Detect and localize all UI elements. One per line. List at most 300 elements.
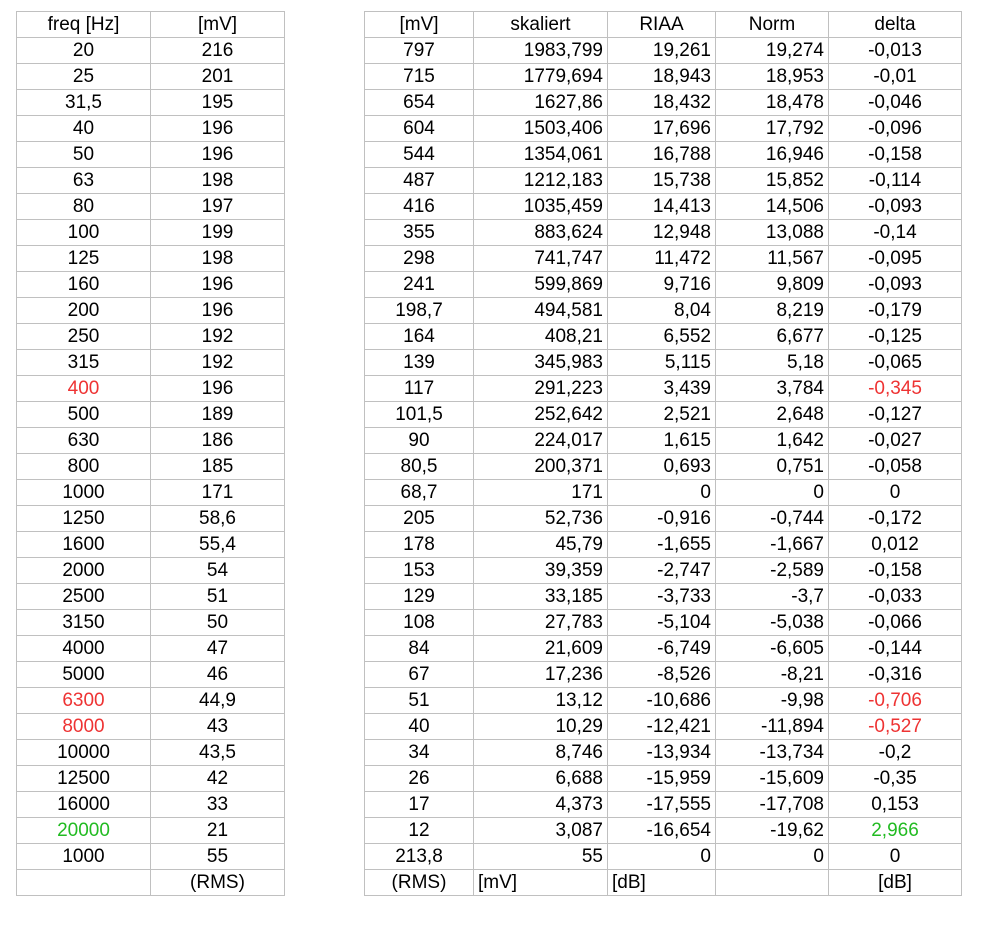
norm-cell[interactable]: 13,088 <box>716 220 829 246</box>
mv-cell[interactable]: 17 <box>365 792 474 818</box>
mv-cell[interactable]: 654 <box>365 90 474 116</box>
table-row <box>365 532 962 558</box>
mv-cell[interactable]: 68,7 <box>365 480 474 506</box>
voltage-cell[interactable]: 196 <box>151 142 285 168</box>
table-row <box>365 298 962 324</box>
delta-cell[interactable]: -0,066 <box>829 610 962 636</box>
scaled-cell[interactable]: 291,223 <box>474 376 608 402</box>
table-row <box>17 90 285 116</box>
table-row <box>17 792 285 818</box>
riaa-cell[interactable]: -17,555 <box>608 792 716 818</box>
riaa-cell[interactable]: 18,943 <box>608 64 716 90</box>
mv-cell[interactable]: 108 <box>365 610 474 636</box>
scaled-cell[interactable]: 10,29 <box>474 714 608 740</box>
riaa-cell[interactable]: [dB] <box>608 870 716 896</box>
riaa-cell[interactable]: -5,104 <box>608 610 716 636</box>
delta-cell[interactable]: 0 <box>829 480 962 506</box>
table-row <box>17 558 285 584</box>
mv-cell[interactable]: 26 <box>365 766 474 792</box>
norm-cell[interactable]: 0 <box>716 844 829 870</box>
norm-cell[interactable]: 18,478 <box>716 90 829 116</box>
delta-cell[interactable]: -0,01 <box>829 64 962 90</box>
delta-cell[interactable]: -0,158 <box>829 558 962 584</box>
table-row <box>17 584 285 610</box>
table-row <box>17 194 285 220</box>
frequency-cell[interactable]: 6300 <box>17 688 151 714</box>
table-row <box>17 38 285 64</box>
table-row <box>365 272 962 298</box>
column-header[interactable]: [mV] <box>151 12 285 38</box>
norm-cell[interactable]: -13,734 <box>716 740 829 766</box>
mv-cell[interactable]: 164 <box>365 324 474 350</box>
voltage-cell[interactable]: 42 <box>151 766 285 792</box>
riaa-cell[interactable]: 2,521 <box>608 402 716 428</box>
mv-cell[interactable]: 51 <box>365 688 474 714</box>
norm-cell[interactable]: -3,7 <box>716 584 829 610</box>
riaa-cell[interactable]: -6,749 <box>608 636 716 662</box>
table-row <box>365 38 962 64</box>
table-row <box>17 844 285 870</box>
voltage-cell[interactable]: 50 <box>151 610 285 636</box>
frequency-cell[interactable]: 630 <box>17 428 151 454</box>
riaa-cell[interactable]: 1,615 <box>608 428 716 454</box>
mv-cell[interactable]: 715 <box>365 64 474 90</box>
table-row <box>17 428 285 454</box>
scaled-cell[interactable]: 13,12 <box>474 688 608 714</box>
table-row <box>365 142 962 168</box>
table-row <box>365 376 962 402</box>
voltage-cell[interactable]: 195 <box>151 90 285 116</box>
table-row <box>365 428 962 454</box>
table-row <box>365 168 962 194</box>
norm-cell[interactable]: -2,589 <box>716 558 829 584</box>
table-row <box>365 324 962 350</box>
table-row <box>365 116 962 142</box>
delta-cell[interactable]: -0,127 <box>829 402 962 428</box>
voltage-cell[interactable]: 185 <box>151 454 285 480</box>
table-row <box>365 220 962 246</box>
mv-cell[interactable]: 139 <box>365 350 474 376</box>
delta-cell[interactable]: -0,093 <box>829 272 962 298</box>
riaa-cell[interactable]: 6,552 <box>608 324 716 350</box>
scaled-cell[interactable]: 55 <box>474 844 608 870</box>
norm-cell[interactable]: -17,708 <box>716 792 829 818</box>
mv-cell[interactable]: 205 <box>365 506 474 532</box>
scaled-cell[interactable]: 171 <box>474 480 608 506</box>
frequency-cell[interactable]: 4000 <box>17 636 151 662</box>
voltage-cell[interactable]: 196 <box>151 376 285 402</box>
delta-cell[interactable]: -0,058 <box>829 454 962 480</box>
riaa-cell[interactable]: 14,413 <box>608 194 716 220</box>
voltage-cell[interactable]: 197 <box>151 194 285 220</box>
riaa-cell[interactable]: 0 <box>608 480 716 506</box>
table-row <box>365 584 962 610</box>
column-header[interactable]: RIAA <box>608 12 716 38</box>
norm-cell[interactable]: 0,751 <box>716 454 829 480</box>
voltage-cell[interactable]: 198 <box>151 246 285 272</box>
table-row <box>17 610 285 636</box>
voltage-cell[interactable]: 55,4 <box>151 532 285 558</box>
table-row <box>17 272 285 298</box>
frequency-cell[interactable]: 1000 <box>17 480 151 506</box>
voltage-cell[interactable]: 201 <box>151 64 285 90</box>
table-row <box>365 610 962 636</box>
frequency-cell[interactable]: 100 <box>17 220 151 246</box>
voltage-cell[interactable]: 43,5 <box>151 740 285 766</box>
delta-cell[interactable]: -0,14 <box>829 220 962 246</box>
riaa-cell[interactable]: 9,716 <box>608 272 716 298</box>
delta-cell[interactable]: [dB] <box>829 870 962 896</box>
norm-cell[interactable]: 0 <box>716 480 829 506</box>
delta-cell[interactable]: -0,158 <box>829 142 962 168</box>
frequency-cell[interactable]: 50 <box>17 142 151 168</box>
riaa-cell[interactable]: -1,655 <box>608 532 716 558</box>
scaled-cell[interactable]: 52,736 <box>474 506 608 532</box>
frequency-cell[interactable]: 80 <box>17 194 151 220</box>
riaa-cell[interactable]: -16,654 <box>608 818 716 844</box>
delta-cell[interactable]: -0,093 <box>829 194 962 220</box>
table-row <box>17 714 285 740</box>
table-row <box>365 688 962 714</box>
scaled-cell[interactable]: 408,21 <box>474 324 608 350</box>
delta-cell[interactable]: 0,153 <box>829 792 962 818</box>
scaled-cell[interactable]: 883,624 <box>474 220 608 246</box>
mv-cell[interactable]: 80,5 <box>365 454 474 480</box>
table-row <box>17 168 285 194</box>
voltage-cell[interactable]: 199 <box>151 220 285 246</box>
table-row <box>17 688 285 714</box>
riaa-cell[interactable]: -2,747 <box>608 558 716 584</box>
frequency-cell[interactable]: 20 <box>17 38 151 64</box>
norm-cell[interactable]: 14,506 <box>716 194 829 220</box>
voltage-cell[interactable]: 33 <box>151 792 285 818</box>
norm-cell[interactable]: -0,744 <box>716 506 829 532</box>
delta-cell[interactable]: 0 <box>829 844 962 870</box>
scaled-cell[interactable]: 6,688 <box>474 766 608 792</box>
table-row <box>17 142 285 168</box>
table-row <box>17 740 285 766</box>
frequency-cell[interactable]: 800 <box>17 454 151 480</box>
mv-cell[interactable]: 604 <box>365 116 474 142</box>
header-row <box>17 12 285 38</box>
delta-cell[interactable]: -0,706 <box>829 688 962 714</box>
frequency-cell[interactable]: 500 <box>17 402 151 428</box>
scaled-cell[interactable]: 33,185 <box>474 584 608 610</box>
scaled-cell[interactable]: 1212,183 <box>474 168 608 194</box>
norm-cell[interactable]: 1,642 <box>716 428 829 454</box>
table-row <box>17 636 285 662</box>
mv-cell[interactable]: 117 <box>365 376 474 402</box>
riaa-cell[interactable]: 12,948 <box>608 220 716 246</box>
frequency-cell[interactable]: 2000 <box>17 558 151 584</box>
table-row <box>365 844 962 870</box>
norm-cell[interactable]: -5,038 <box>716 610 829 636</box>
table-row <box>365 558 962 584</box>
norm-cell[interactable]: 8,219 <box>716 298 829 324</box>
mv-cell[interactable]: 153 <box>365 558 474 584</box>
frequency-cell[interactable]: 125 <box>17 246 151 272</box>
frequency-cell[interactable]: 315 <box>17 350 151 376</box>
delta-cell[interactable]: -0,013 <box>829 38 962 64</box>
frequency-cell[interactable]: 8000 <box>17 714 151 740</box>
riaa-cell[interactable]: 0 <box>608 844 716 870</box>
delta-cell[interactable]: -0,046 <box>829 90 962 116</box>
scaled-cell[interactable]: 1983,799 <box>474 38 608 64</box>
table-row <box>17 324 285 350</box>
frequency-cell[interactable]: 16000 <box>17 792 151 818</box>
riaa-cell[interactable]: -3,733 <box>608 584 716 610</box>
scaled-cell[interactable]: 17,236 <box>474 662 608 688</box>
table-row <box>365 766 962 792</box>
riaa-cell[interactable]: -13,934 <box>608 740 716 766</box>
mv-cell[interactable]: 416 <box>365 194 474 220</box>
delta-cell[interactable]: -0,065 <box>829 350 962 376</box>
riaa-cell[interactable]: -12,421 <box>608 714 716 740</box>
riaa-cell[interactable]: -8,526 <box>608 662 716 688</box>
voltage-cell[interactable]: 216 <box>151 38 285 64</box>
delta-cell[interactable]: -0,114 <box>829 168 962 194</box>
scaled-cell[interactable]: 27,783 <box>474 610 608 636</box>
mv-cell[interactable]: 12 <box>365 818 474 844</box>
table-row <box>17 766 285 792</box>
table-row <box>17 532 285 558</box>
voltage-cell[interactable]: 186 <box>151 428 285 454</box>
norm-cell[interactable]: 9,809 <box>716 272 829 298</box>
table-row <box>365 350 962 376</box>
scaled-cell[interactable]: 200,371 <box>474 454 608 480</box>
riaa-cell[interactable]: 18,432 <box>608 90 716 116</box>
delta-cell[interactable]: -0,179 <box>829 298 962 324</box>
table-row <box>365 480 962 506</box>
mv-cell[interactable]: 90 <box>365 428 474 454</box>
norm-cell[interactable]: -11,894 <box>716 714 829 740</box>
table-row <box>17 350 285 376</box>
frequency-cell[interactable] <box>17 870 151 896</box>
delta-cell[interactable]: -0,033 <box>829 584 962 610</box>
frequency-measurement-table <box>16 11 285 896</box>
mv-cell[interactable]: 797 <box>365 38 474 64</box>
delta-cell[interactable]: -0,125 <box>829 324 962 350</box>
norm-cell[interactable]: -6,605 <box>716 636 829 662</box>
mv-cell[interactable]: 101,5 <box>365 402 474 428</box>
voltage-cell[interactable]: 47 <box>151 636 285 662</box>
norm-cell[interactable]: 16,946 <box>716 142 829 168</box>
scaled-cell[interactable]: 4,373 <box>474 792 608 818</box>
frequency-cell[interactable]: 31,5 <box>17 90 151 116</box>
voltage-cell[interactable]: 44,9 <box>151 688 285 714</box>
scaled-cell[interactable]: 39,359 <box>474 558 608 584</box>
mv-cell[interactable]: 198,7 <box>365 298 474 324</box>
riaa-cell[interactable]: 11,472 <box>608 246 716 272</box>
scaled-cell[interactable]: 1627,86 <box>474 90 608 116</box>
voltage-cell[interactable]: 171 <box>151 480 285 506</box>
frequency-cell[interactable]: 2500 <box>17 584 151 610</box>
delta-cell[interactable]: -0,095 <box>829 246 962 272</box>
table-row <box>365 792 962 818</box>
scaled-cell[interactable]: 494,581 <box>474 298 608 324</box>
delta-cell[interactable]: -0,316 <box>829 662 962 688</box>
riaa-cell[interactable]: 8,04 <box>608 298 716 324</box>
voltage-cell[interactable]: 46 <box>151 662 285 688</box>
scaled-cell[interactable]: 345,983 <box>474 350 608 376</box>
table-row <box>17 116 285 142</box>
scaled-cell[interactable]: 252,642 <box>474 402 608 428</box>
delta-cell[interactable]: -0,027 <box>829 428 962 454</box>
delta-cell[interactable]: -0,144 <box>829 636 962 662</box>
scaled-cell[interactable]: 3,087 <box>474 818 608 844</box>
frequency-cell[interactable]: 5000 <box>17 662 151 688</box>
mv-cell[interactable]: 355 <box>365 220 474 246</box>
delta-cell[interactable]: -0,527 <box>829 714 962 740</box>
delta-cell[interactable]: -0,345 <box>829 376 962 402</box>
column-header[interactable]: freq [Hz] <box>17 12 151 38</box>
column-header[interactable]: Norm <box>716 12 829 38</box>
voltage-cell[interactable]: 196 <box>151 298 285 324</box>
norm-cell[interactable]: -19,62 <box>716 818 829 844</box>
frequency-cell[interactable]: 200 <box>17 298 151 324</box>
frequency-cell[interactable]: 3150 <box>17 610 151 636</box>
riaa-cell[interactable]: -15,959 <box>608 766 716 792</box>
frequency-cell[interactable]: 250 <box>17 324 151 350</box>
voltage-cell[interactable]: 51 <box>151 584 285 610</box>
table-row <box>17 246 285 272</box>
table-row <box>17 454 285 480</box>
mv-cell[interactable]: 129 <box>365 584 474 610</box>
norm-cell[interactable]: 19,274 <box>716 38 829 64</box>
voltage-cell[interactable]: 189 <box>151 402 285 428</box>
table-row <box>365 714 962 740</box>
riaa-cell[interactable]: -0,916 <box>608 506 716 532</box>
table-row <box>365 740 962 766</box>
riaa-cell[interactable]: 16,788 <box>608 142 716 168</box>
delta-cell[interactable]: 2,966 <box>829 818 962 844</box>
header-row <box>365 12 962 38</box>
scaled-cell[interactable]: 599,869 <box>474 272 608 298</box>
frequency-cell[interactable]: 10000 <box>17 740 151 766</box>
table-row <box>17 818 285 844</box>
riaa-cell[interactable]: 5,115 <box>608 350 716 376</box>
mv-cell[interactable]: 67 <box>365 662 474 688</box>
riaa-cell[interactable]: -10,686 <box>608 688 716 714</box>
voltage-cell[interactable]: 192 <box>151 350 285 376</box>
delta-cell[interactable]: -0,35 <box>829 766 962 792</box>
norm-cell[interactable]: 15,852 <box>716 168 829 194</box>
mv-cell[interactable]: 213,8 <box>365 844 474 870</box>
riaa-cell[interactable]: 19,261 <box>608 38 716 64</box>
table-row <box>365 246 962 272</box>
table-row <box>17 64 285 90</box>
mv-cell[interactable]: 544 <box>365 142 474 168</box>
voltage-cell[interactable]: 55 <box>151 844 285 870</box>
delta-cell[interactable]: -0,2 <box>829 740 962 766</box>
norm-cell[interactable]: 11,567 <box>716 246 829 272</box>
norm-cell[interactable]: -8,21 <box>716 662 829 688</box>
riaa-cell[interactable]: 0,693 <box>608 454 716 480</box>
table-row <box>17 870 285 896</box>
delta-cell[interactable]: -0,096 <box>829 116 962 142</box>
mv-cell[interactable]: 487 <box>365 168 474 194</box>
mv-cell[interactable]: 298 <box>365 246 474 272</box>
frequency-cell[interactable]: 63 <box>17 168 151 194</box>
scaled-cell[interactable]: 741,747 <box>474 246 608 272</box>
frequency-cell[interactable]: 20000 <box>17 818 151 844</box>
norm-cell[interactable]: 2,648 <box>716 402 829 428</box>
voltage-cell[interactable]: 196 <box>151 116 285 142</box>
table-row <box>365 90 962 116</box>
voltage-cell[interactable]: 21 <box>151 818 285 844</box>
norm-cell[interactable]: 6,677 <box>716 324 829 350</box>
table-row <box>17 220 285 246</box>
table-row <box>17 298 285 324</box>
voltage-cell[interactable]: 192 <box>151 324 285 350</box>
riaa-cell[interactable]: 15,738 <box>608 168 716 194</box>
table-row <box>365 506 962 532</box>
norm-cell[interactable]: 3,784 <box>716 376 829 402</box>
norm-cell[interactable]: -1,667 <box>716 532 829 558</box>
riaa-cell[interactable]: 3,439 <box>608 376 716 402</box>
scaled-cell[interactable]: 1779,694 <box>474 64 608 90</box>
norm-cell[interactable]: -9,98 <box>716 688 829 714</box>
scaled-cell[interactable]: 21,609 <box>474 636 608 662</box>
voltage-cell[interactable]: 198 <box>151 168 285 194</box>
norm-cell[interactable]: 18,953 <box>716 64 829 90</box>
frequency-cell[interactable]: 40 <box>17 116 151 142</box>
frequency-cell[interactable]: 1250 <box>17 506 151 532</box>
table-row <box>365 194 962 220</box>
voltage-cell[interactable]: 54 <box>151 558 285 584</box>
column-header[interactable]: [mV] <box>365 12 474 38</box>
mv-cell[interactable]: 40 <box>365 714 474 740</box>
frequency-cell[interactable]: 400 <box>17 376 151 402</box>
mv-cell[interactable]: 84 <box>365 636 474 662</box>
voltage-cell[interactable]: 43 <box>151 714 285 740</box>
mv-cell[interactable]: 178 <box>365 532 474 558</box>
frequency-cell[interactable]: 160 <box>17 272 151 298</box>
column-header[interactable]: skaliert <box>474 12 608 38</box>
delta-cell[interactable]: -0,172 <box>829 506 962 532</box>
riaa-cell[interactable]: 17,696 <box>608 116 716 142</box>
scaled-cell[interactable]: 8,746 <box>474 740 608 766</box>
frequency-cell[interactable]: 1600 <box>17 532 151 558</box>
voltage-cell[interactable]: (RMS) <box>151 870 285 896</box>
scaled-cell[interactable]: 1354,061 <box>474 142 608 168</box>
scaled-cell[interactable]: [mV] <box>474 870 608 896</box>
mv-cell[interactable]: 241 <box>365 272 474 298</box>
riaa-calculation-table <box>364 11 962 896</box>
norm-cell[interactable] <box>716 870 829 896</box>
scaled-cell[interactable]: 1035,459 <box>474 194 608 220</box>
norm-cell[interactable]: 17,792 <box>716 116 829 142</box>
table-row <box>17 376 285 402</box>
table-row <box>17 402 285 428</box>
table-row <box>365 64 962 90</box>
mv-cell[interactable]: (RMS) <box>365 870 474 896</box>
norm-cell[interactable]: 5,18 <box>716 350 829 376</box>
column-header[interactable]: delta <box>829 12 962 38</box>
norm-cell[interactable]: -15,609 <box>716 766 829 792</box>
scaled-cell[interactable]: 45,79 <box>474 532 608 558</box>
voltage-cell[interactable]: 58,6 <box>151 506 285 532</box>
frequency-cell[interactable]: 1000 <box>17 844 151 870</box>
frequency-cell[interactable]: 12500 <box>17 766 151 792</box>
table-row <box>365 636 962 662</box>
scaled-cell[interactable]: 224,017 <box>474 428 608 454</box>
scaled-cell[interactable]: 1503,406 <box>474 116 608 142</box>
mv-cell[interactable]: 34 <box>365 740 474 766</box>
delta-cell[interactable]: 0,012 <box>829 532 962 558</box>
frequency-cell[interactable]: 25 <box>17 64 151 90</box>
voltage-cell[interactable]: 196 <box>151 272 285 298</box>
